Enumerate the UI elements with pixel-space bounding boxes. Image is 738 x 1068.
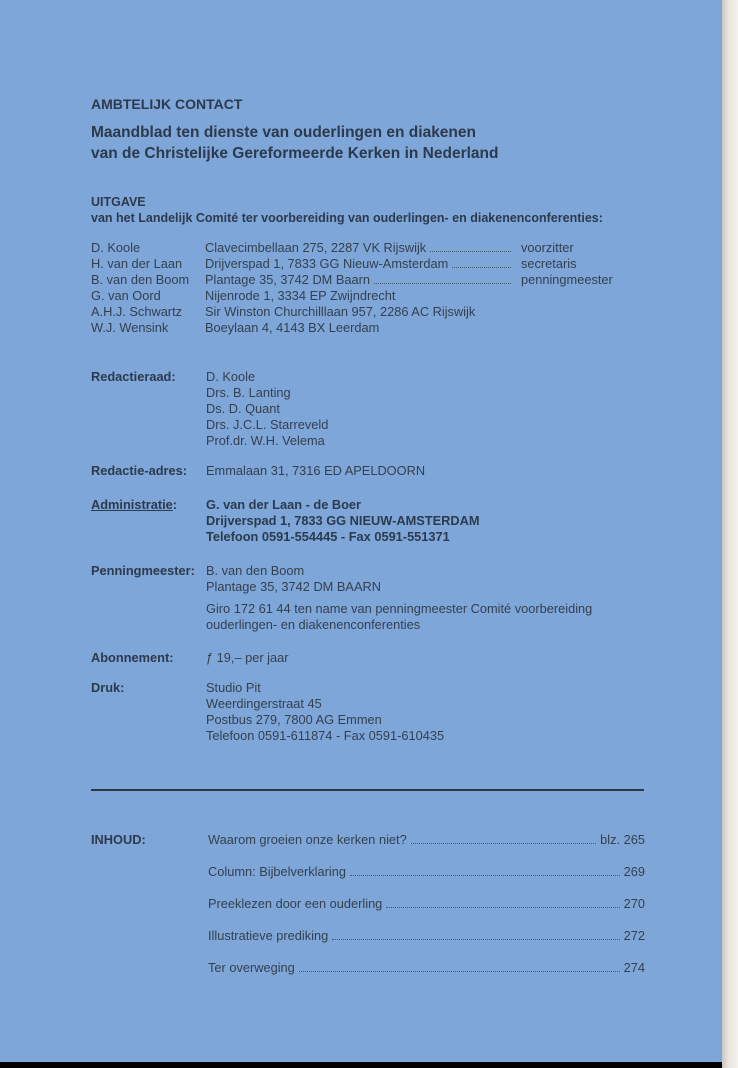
toc-title: Column: Bijbelverklaring [208,864,346,879]
dot-leader [452,256,511,268]
editor-name: Drs. B. Lanting [206,385,291,400]
redactieraad-members [206,369,656,449]
editor-name: D. Koole [206,369,256,384]
admin-phone: Telefoon 0591-554445 - Fax 0591-551371 [206,529,450,544]
publisher-label: UITGAVE [91,195,146,209]
toc-page: 269 [623,864,645,879]
member-role: voorzitter [521,240,574,255]
member-address: Nijenrode 1, 3334 EP Zwijndrecht [205,288,396,303]
administratie-label: Administratie: [91,497,178,512]
administratie-contact [206,497,656,545]
dot-leader [374,272,511,284]
toc-entry[interactable] [208,960,645,975]
toc-page: 272 [623,928,645,943]
member-role: penningmeester [521,272,613,287]
member-name: W.J. Wensink [91,320,169,335]
toc-title: Ter overweging [208,960,295,975]
member-name: A.H.J. Schwartz [91,304,183,319]
admin-name: G. van der Laan - de Boer [206,497,362,512]
editor-name: Prof.dr. W.H. Velema [206,433,325,448]
page-edge [722,0,738,1068]
toc-entry[interactable] [208,896,645,911]
inhoud-label: INHOUD: [91,832,146,847]
penningmeester-details: B. van den Boom Plantage 35, 3742 DM BAARN Giro 172 61 44 ten name van penningmeester Comité voorbereiding ouderlingen- en diakenenconferenties [206,563,656,633]
member-address: Boeylaan 4, 4143 BX Leerdam [205,320,380,335]
penningmeester-label: Penningmeester: [91,563,195,578]
redactieraad-label: Redactieraad: [91,369,176,384]
toc-title: Preeklezen door een ouderling [208,896,383,911]
redactie-adres-label: Redactie-adres: [91,463,188,478]
member-address: Plantage 35, 3742 DM Baarn [205,272,515,288]
editor-name: Drs. J.C.L. Starreveld [206,417,329,432]
toc-page: blz. 265 [600,832,645,847]
toc-page: 274 [623,960,645,975]
member-name: B. van den Boom [91,272,190,287]
editor-name: Ds. D. Quant [206,401,280,416]
dot-leader [386,896,619,908]
horizontal-divider [91,789,644,791]
member-name: G. van Oord [91,288,161,303]
toc-entry[interactable] [208,928,645,943]
abonnement-label: Abonnement: [91,650,174,665]
publisher-description: van het Landelijk Comité ter voorbereiding van ouderlingen- en diakenenconferenties: [91,211,603,225]
magazine-subtitle [91,122,498,164]
toc-title: Waarom groeien onze kerken niet? [208,832,407,847]
member-address: Sir Winston Churchilllaan 957, 2286 AC Rijswijk [205,304,476,319]
giro-line: ouderlingen- en diakenenconferenties [206,617,421,632]
toc-entry[interactable] [208,832,645,847]
toc-entry[interactable] [208,864,645,879]
subtitle-line: Maandblad ten dienste van ouderlingen en diakenen [91,124,476,141]
member-name: D. Koole [91,240,141,255]
admin-address: Drijverspad 1, 7833 GG NIEUW-AMSTERDAM [206,513,480,528]
redactie-adres-value: Emmalaan 31, 7316 ED APELDOORN [206,463,426,478]
publisher-block [91,194,603,226]
giro-line: Giro 172 61 44 ten name van penningmeester Comité voorbereiding [206,601,593,616]
member-role: secretaris [521,256,577,271]
dot-leader [299,960,620,972]
member-address: Clavecimbellaan 275, 2287 VK Rijswijk [205,240,515,256]
dot-leader [411,832,596,844]
dot-leader [430,240,511,252]
dot-leader [332,928,619,940]
printer-details: Studio Pit Weerdingerstraat 45 Postbus 279, 7800 AG Emmen Telefoon 0591-611874 - Fax 0591-610435 [206,680,445,743]
subtitle-line: van de Christelijke Gereformeerde Kerken in Nederland [91,145,499,162]
toc-title: Illustratieve prediking [208,928,329,943]
druk-label: Druk: [91,680,125,695]
toc-page: 270 [623,896,645,911]
abonnement-price: ƒ 19,– per jaar [206,650,289,665]
member-name: H. van der Laan [91,256,183,271]
dot-leader [350,864,620,876]
magazine-title: AMBTELIJK CONTACT [91,96,243,112]
member-address: Drijverspad 1, 7833 GG Nieuw-Amsterdam [205,256,515,272]
